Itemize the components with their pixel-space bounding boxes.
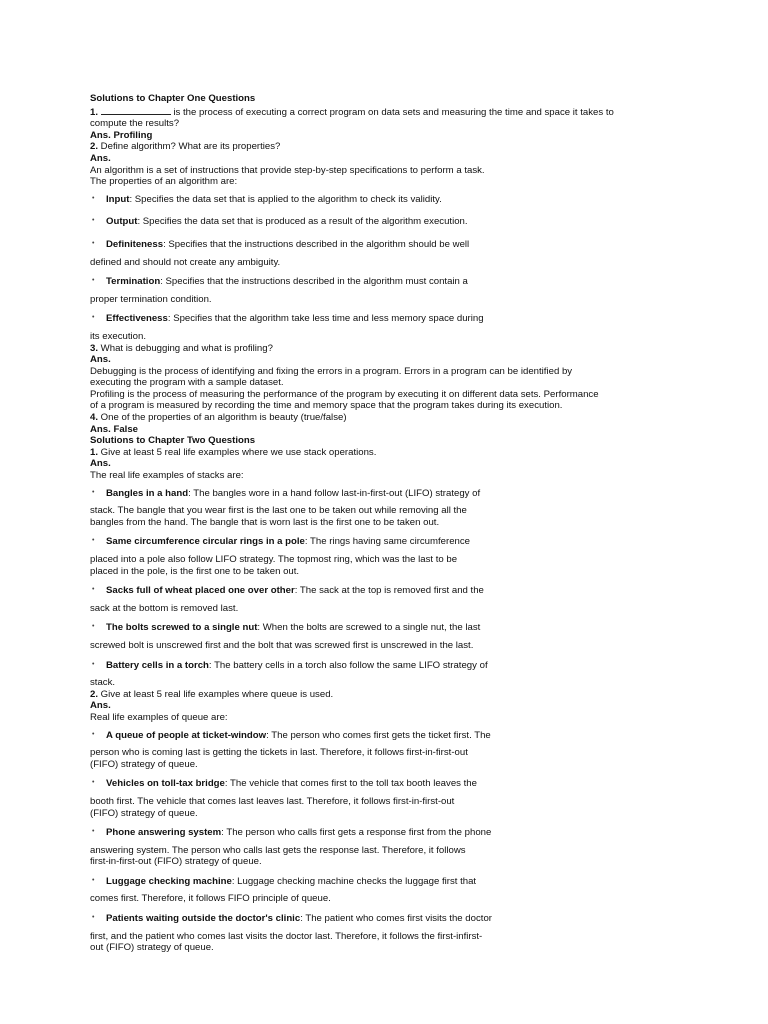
list-item [90,827,635,839]
answer-label: Ans. [90,354,111,366]
question-number: 3. [90,342,99,354]
bullet-icon: • [92,660,95,668]
list-item [90,239,635,251]
answer-label: Ans. False [90,423,138,435]
list-item [90,194,635,206]
paragraph: The properties of an algorithm are: [90,176,238,188]
paragraph-line: Profiling is the process of measuring the performance of the program by executing it on different data sets. Performance [90,388,599,400]
question-number: 1. [90,446,99,458]
description-continued: proper termination condition. [90,293,212,305]
bullet-icon: • [92,239,95,247]
list-item [90,876,635,888]
term: Sacks full of wheat placed one over other [106,585,295,597]
description-continued: sack at the bottom is removed last. [90,602,239,614]
question-2 [90,141,635,153]
term: Battery cells in a torch [106,659,209,671]
description-continued: booth first. The vehicle that comes last leaves last. Therefore, it follows first-in-first-out [90,795,455,807]
list-item [90,216,635,228]
description-continued: comes first. Therefore, it follows FIFO principle of queue. [90,893,331,905]
bullet-icon: • [92,623,95,631]
term: The bolts screwed to a single nut [106,622,258,634]
description: : The battery cells in a torch also follow the same LIFO strategy of [208,659,488,671]
question-2 [90,689,635,701]
term: Bangles in a hand [106,487,189,499]
description-continued: its execution. [90,330,146,342]
description-continued: first, and the patient who comes last visits the doctor last. Therefore, it follows the first-infirst- [90,930,483,942]
question-text-continued: compute the results? [90,118,180,130]
description-continued: first-in-first-out (FIFO) strategy of queue. [90,856,262,868]
description-continued: person who is coming last is getting the tickets in last. Therefore, it follows first-in-first-out [90,747,468,759]
description-continued: stack. The bangle that you wear first is the last one to be taken out while removing all the [90,505,467,517]
term: Termination [106,276,161,288]
term: Same circumference circular rings in a pole [106,536,305,548]
term: Vehicles on toll-tax bridge [106,778,225,790]
paragraph-line: executing the program with a sample dataset. [90,377,284,389]
bullet-icon: • [92,537,95,545]
question-text: is the process of executing a correct program on data sets and measuring the time and space it takes to [170,106,614,118]
chapter-one-heading: Solutions to Chapter One Questions [90,93,256,104]
list-item [90,488,635,500]
list-item [90,913,635,925]
description: : The sack at the top is removed first and the [294,585,484,597]
bullet-icon: • [92,730,95,738]
question-text: Give at least 5 real life examples where queue is used. [98,688,334,700]
list-item [90,730,635,742]
bullet-icon: • [92,217,95,225]
description: : Specifies that the instructions described in the algorithm should be well [163,238,470,250]
term: Patients waiting outside the doctor's clinic [106,913,301,925]
description: : Luggage checking machine checks the luggage first that [231,875,477,887]
question-number: 4. [90,412,99,424]
bullet-icon: • [92,914,95,922]
description-continued: placed in the pole, is the first one to be taken out. [90,565,300,577]
description: : The person who comes first gets the ticket first. The [266,729,491,741]
question-1 [90,105,635,119]
list-item [90,585,635,597]
question-text: Define algorithm? What are its properties? [98,141,281,153]
term: Luggage checking machine [106,875,232,887]
question-text: What is debugging and what is profiling? [98,342,273,354]
bullet-icon: • [92,194,95,202]
description: : The vehicle that comes first to the toll tax booth leaves the [224,778,477,790]
description: : Specifies that the algorithm take less time and less memory space during [167,313,484,325]
bullet-icon: • [92,488,95,496]
question-1 [90,447,635,459]
question-text: Give at least 5 real life examples where we use stack operations. [98,446,377,458]
term: Phone answering system [106,827,222,839]
question-number: 2. [90,688,99,700]
term: Output [106,216,138,228]
description-continued: (FIFO) strategy of queue. [90,758,198,770]
paragraph-line: of a program is measured by recording the time and memory space that the program takes during its execution. [90,400,563,412]
list-item [90,778,635,790]
description-continued: (FIFO) strategy of queue. [90,807,198,819]
list-item [90,622,635,634]
list-item [90,536,635,548]
description-continued: answering system. The person who calls last gets the response last. Therefore, it follows [90,844,466,856]
bullet-icon: • [92,828,95,836]
paragraph: Real life examples of queue are: [90,711,228,723]
chapter-two-heading: Solutions to Chapter Two Questions [90,435,256,447]
description-continued: screwed bolt is unscrewed first and the bolt that was screwed first is unscrewed in the last. [90,639,474,651]
description-continued: stack. [90,677,116,689]
description-continued: out (FIFO) strategy of queue. [90,942,214,954]
bullet-icon: • [92,876,95,884]
list-item [90,660,635,672]
description: : The person who calls first gets a response first from the phone [221,827,492,839]
answer-label: Ans. [90,152,111,164]
description: : Specifies that the instructions described in the algorithm must contain a [160,276,468,288]
bullet-icon: • [92,277,95,285]
list-item [90,313,635,325]
description-continued: placed into a pole also follow LIFO strategy. The topmost ring, which was the last to be [90,554,458,565]
description: : The patient who comes first visits the doctor [300,913,492,925]
term: A queue of people at ticket-window [106,729,267,741]
paragraph-line: Debugging is the process of identifying and fixing the errors in a program. Errors in a program can be identified by [90,365,573,377]
description: : Specifies the data set that is applied to the algorithm to check its validity. [129,193,442,205]
term: Input [106,193,130,205]
description-continued: defined and should not create any ambiguity. [90,256,281,268]
question-number: 2. [90,141,99,153]
question-4 [90,412,635,424]
paragraph: An algorithm is a set of instructions that provide step-by-step specifications to perform a task. [90,164,485,176]
question-number: 1. [90,106,99,118]
description: : When the bolts are screwed to a single nut, the last [257,622,481,634]
answer-label: Ans. [90,458,111,470]
bullet-icon: • [92,586,95,594]
answer-label: Ans. Profiling [90,129,153,141]
document-body [90,93,635,954]
description-continued: bangles from the hand. The bangle that is worn last is the first one to be taken out. [90,516,440,528]
description: : The bangles wore in a hand follow last-in-first-out (LIFO) strategy of [188,487,481,499]
term: Effectiveness [106,313,168,325]
bullet-icon: • [92,779,95,787]
question-text: One of the properties of an algorithm is beauty (true/false) [98,412,347,424]
paragraph: The real life examples of stacks are: [90,470,244,482]
term: Definiteness [106,238,164,250]
answer-label: Ans. [90,700,111,712]
question-3 [90,343,635,355]
answer-blank [101,105,171,115]
description: : The rings having same circumference [304,536,471,548]
bullet-icon: • [92,314,95,322]
list-item [90,276,635,288]
description: : Specifies the data set that is produced as a result of the algorithm execution. [137,216,468,228]
